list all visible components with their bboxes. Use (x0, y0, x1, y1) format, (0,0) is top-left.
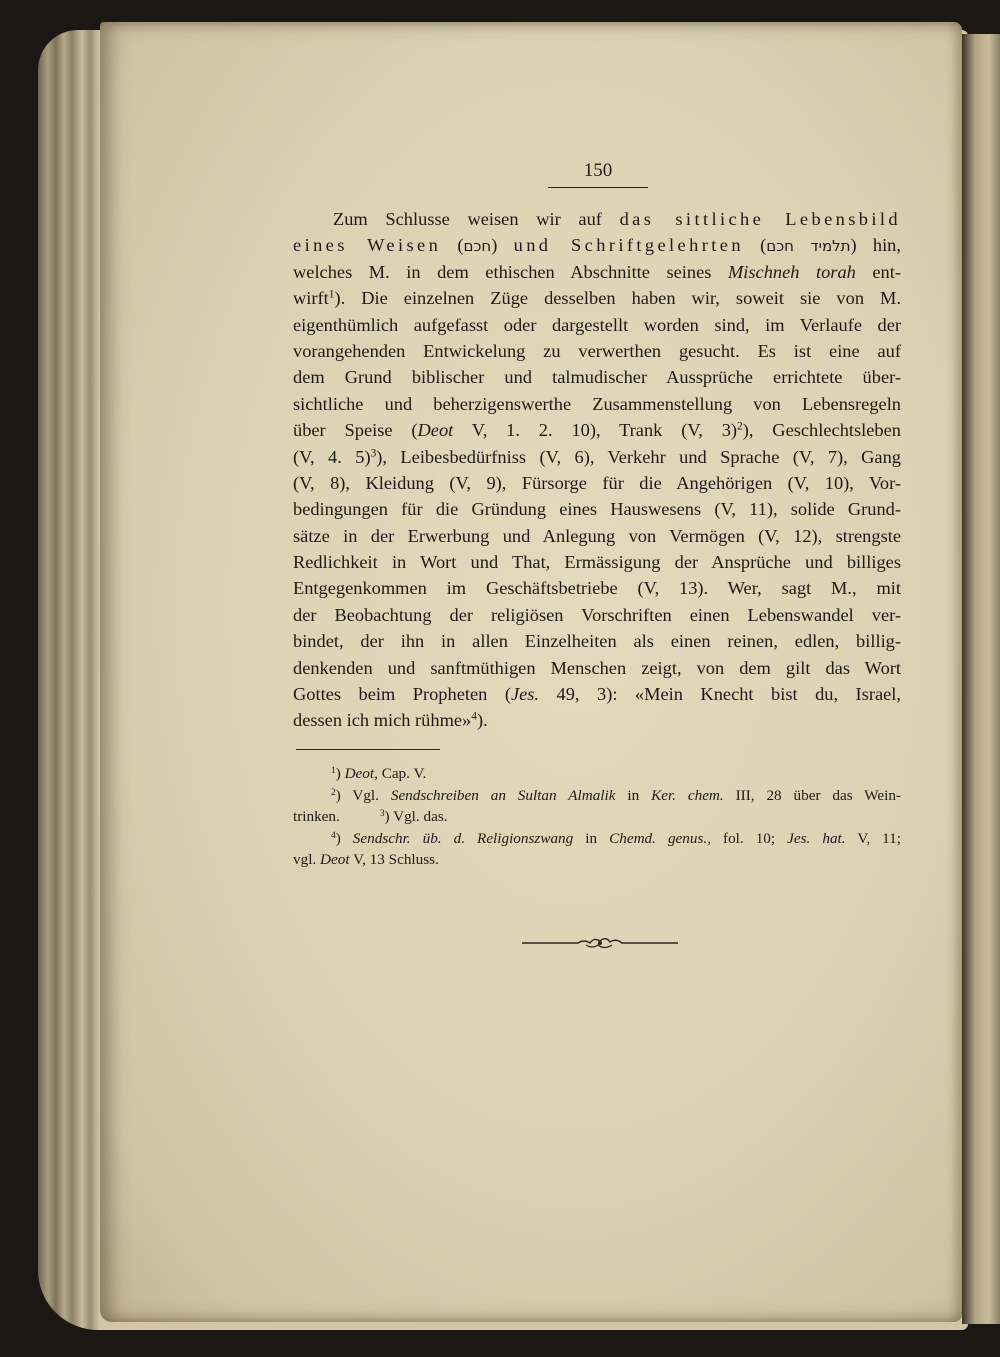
italic-title: Deot (320, 851, 350, 868)
text-run: ), Geschlechtsleben (742, 420, 901, 441)
footnote-mark: 4 (331, 830, 336, 841)
footnote-mark: 1 (331, 765, 336, 776)
text-run: ), Leibesbedürfniss (V, 6), Verkehr und Sprache (V, 7), Gang (376, 446, 901, 467)
footnote-mark: 3 (379, 808, 385, 819)
italic-title: Sendschreiben an Sultan Almalik (390, 786, 616, 804)
text-line: (V, 8), Kleidung (V, 9), Fürsorge für die Angehörigen (V, 10), Vor- (293, 472, 901, 493)
text-line (293, 259, 901, 285)
spaced-text: und Schriftgelehrten (513, 235, 744, 256)
text-run: welches M. in dem ethischen Abschnitte seines (293, 261, 728, 282)
hebrew-term: תלמיד חכם (766, 237, 851, 256)
text-line: Entgegenkommen im Geschäftsbetriebe (V, 13). Wer, sagt M., mit (293, 578, 901, 599)
text-run: V, 11; (845, 829, 901, 847)
text-run: V, 13 Schluss. (349, 851, 439, 868)
footnote-4 (293, 828, 901, 850)
footnote-4-cont (293, 849, 901, 871)
italic-title: Ker. chem. (651, 786, 724, 804)
text-line: Redlichkeit in Wort und That, Ermässigung der Ansprüche und billiges (293, 552, 901, 573)
next-page-edge (962, 34, 1000, 1324)
footnote-2-cont (293, 806, 901, 828)
text-line: eigenthümlich aufgefasst oder dargestellt worden sind, im Verlaufe der (293, 314, 901, 335)
text-line: bedingungen für die Gründung eines Hauswesens (V, 11), solide Grund- (293, 499, 901, 520)
text-run: ) (491, 235, 514, 256)
text-run: trinken. (293, 808, 340, 825)
spaced-text: eines Weisen (293, 235, 442, 256)
footnote-2 (293, 785, 901, 807)
text-run: 49, 3): «Mein Knecht bist du, Israel, (539, 684, 901, 705)
end-ornament (520, 933, 680, 953)
hebrew-term: חכם (463, 237, 492, 256)
page-number: 150 (583, 160, 613, 181)
text-run: in (573, 829, 610, 847)
text-line: denkenden und sanftmüthigen Menschen zeigt, von dem gilt das Wort (293, 657, 901, 678)
text-run: (V, 4. 5) (293, 446, 371, 467)
footnote-ref: 2 (737, 420, 743, 433)
text-run: wirft (293, 288, 329, 309)
text-line (293, 444, 901, 470)
text-line (293, 681, 901, 707)
text-run: vgl. (293, 851, 321, 868)
italic-title: Jes. (510, 684, 540, 705)
text-run: Zum Schlusse weisen wir auf (333, 209, 620, 229)
footnotes (293, 763, 901, 871)
footnote-ref: 1 (328, 288, 335, 301)
text-line (293, 206, 901, 232)
text-line: bindet, der ihn in allen Einzelheiten als einen reinen, edlen, billig- (293, 631, 901, 652)
italic-title: Chemd. genus. (609, 829, 708, 847)
text-run: ) (335, 829, 353, 847)
text-run: über Speise ( (293, 420, 418, 441)
text-run: ). Die einzelnen Züge desselben haben wir, soweit sie von M. (334, 288, 901, 309)
footnote-ref: 4 (471, 711, 477, 724)
footnote-1 (293, 763, 901, 785)
text-run: V, 1. 2. 10), Trank (V, 3) (453, 420, 738, 441)
text-run: ) hin, (850, 235, 901, 256)
text-run: ) Vgl. (335, 786, 391, 804)
text-line: der Beobachtung der religiösen Vorschriften einen Lebenswandel ver- (293, 604, 901, 625)
italic-title: Sendschr. üb. d. Religionszwang (352, 829, 574, 847)
header-rule (548, 187, 648, 188)
italic-title: Deot (417, 420, 454, 441)
text-line (293, 707, 901, 733)
text-run: ent- (855, 261, 901, 282)
text-run: ) (335, 765, 345, 782)
spaced-text: das sittliche Lebensbild (619, 209, 901, 229)
footnote-mark: 2 (331, 787, 336, 798)
text-line: sätze in der Erwerbung und Anlegung von Vermögen (V, 12), strengste (293, 525, 901, 546)
footnote-ref: 3 (370, 447, 377, 460)
body-paragraph (293, 206, 901, 734)
text-run: ( (441, 235, 464, 256)
text-line: vorangehenden Entwickelung zu verwerthen gesucht. Es ist eine auf (293, 340, 901, 361)
text-run: ). (476, 710, 488, 731)
text-line (293, 417, 901, 443)
text-run: III, 28 über das Wein- (723, 786, 901, 804)
text-run: Cap. V. (377, 765, 427, 782)
text-run: Gottes beim Propheten ( (293, 684, 511, 705)
footnote-rule (296, 749, 440, 750)
italic-title: Deot, (344, 765, 378, 782)
italic-title: Mischneh torah (727, 261, 856, 282)
text-line (293, 285, 901, 311)
text-run: in (615, 786, 652, 804)
text-run: ( (743, 235, 767, 256)
italic-title: Jes. hat. (787, 829, 846, 847)
text-run: , fol. 10; (707, 829, 788, 847)
text-line: dem Grund biblischer und talmudischer Aussprüche errichtete über- (293, 367, 901, 388)
text-run: dessen ich mich rühme» (293, 710, 472, 731)
text-line: sichtliche und beherzigenswerthe Zusammenstellung von Lebensregeln (293, 393, 901, 414)
text-line (293, 232, 901, 258)
text-run: ) Vgl. das. (384, 808, 448, 825)
